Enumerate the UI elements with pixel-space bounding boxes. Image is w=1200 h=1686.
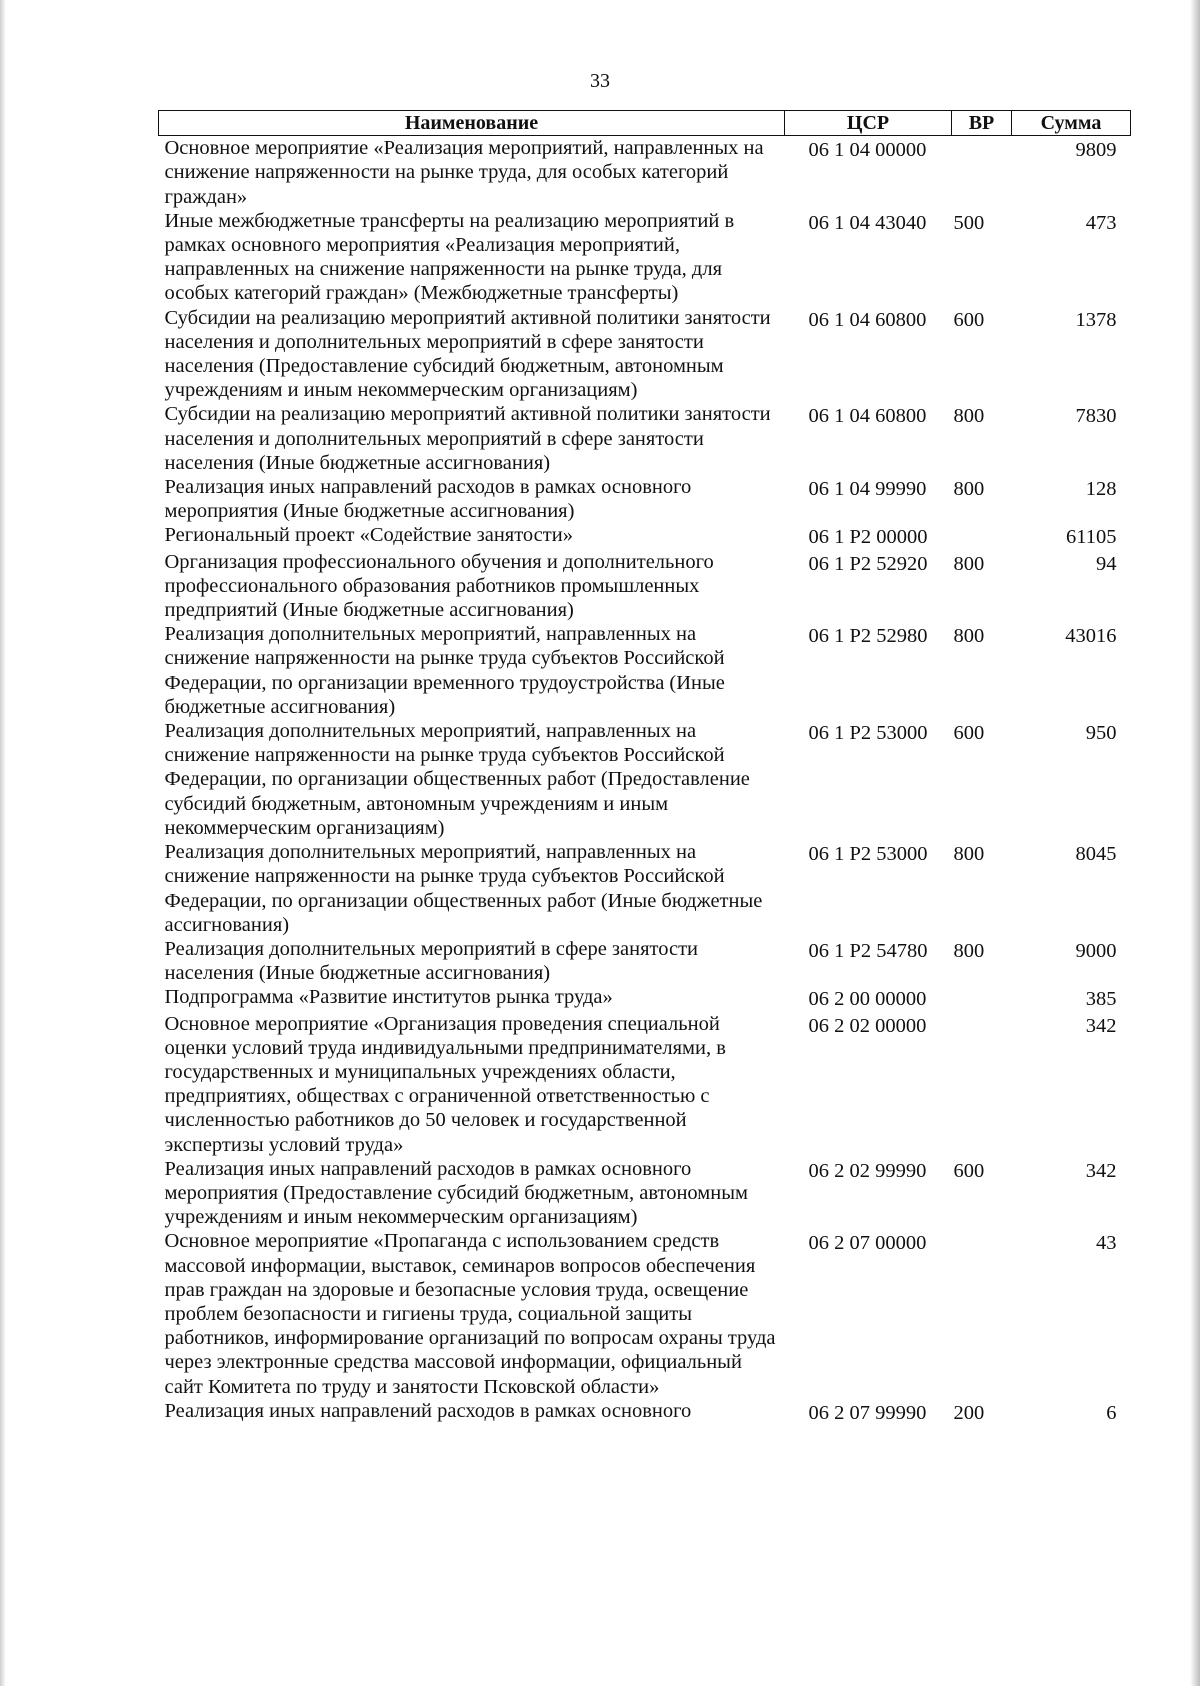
cell-csr: 06 2 02 99990 (808, 1159, 927, 1182)
header-csr: ЦСР (785, 111, 952, 136)
cell-vr (952, 136, 1012, 209)
cell-name: Региональный проект «Содействие занятости» (164, 524, 573, 547)
cell-csr: 06 1 04 43040 (808, 211, 927, 234)
cell-csr: 06 2 07 00000 (808, 1232, 927, 1255)
cell-sum: 8045 (1075, 843, 1117, 866)
table-body (159, 136, 1131, 1425)
cell-csr: 06 1 P2 52980 (808, 625, 928, 648)
page-number: 33 (590, 70, 610, 92)
cell-vr: 800 (953, 625, 985, 648)
cell-csr: 06 1 P2 52920 (808, 552, 928, 575)
cell-name: Основное мероприятие «Организация проведения специальной оценки условий труда индивидуальными предпринимателями, в государственных и муниципальных учреждениях области, предприятиях, обществах с ограниченной ответственностью с численностью работников до 50 человек и государственной экспертизы условий труда» (164, 1012, 726, 1156)
header-vr: ВР (952, 111, 1012, 136)
cell-sum: 950 (1085, 722, 1117, 745)
table-row (159, 1157, 1131, 1230)
header-sum: Сумма (1012, 111, 1131, 136)
cell-vr: 800 (953, 939, 985, 962)
budget-table (158, 110, 1131, 1425)
cell-csr: 06 1 P2 00000 (808, 526, 928, 549)
cell-sum: 61105 (1066, 526, 1117, 549)
table-row (159, 840, 1131, 937)
table-row (159, 1229, 1131, 1398)
cell-vr: 800 (953, 478, 985, 501)
cell-vr: 800 (953, 843, 985, 866)
cell-sum: 94 (1096, 552, 1117, 575)
cell-name: Иные межбюджетные трансферты на реализацию мероприятий в рамках основного мероприятия «Реализация мероприятий, направленных на снижение напряженности на рынке труда, для особых категорий граждан» (Межбюджетные трансферты) (164, 209, 735, 305)
cell-name: Субсидии на реализацию мероприятий активной политики занятости населения и дополнительных мероприятий в сфере занятости населения (Предоставление субсидий бюджетным, автономным учреждениям и иным некоммерческим организациям) (164, 306, 771, 402)
cell-vr: 800 (953, 405, 985, 428)
cell-sum: 385 (1085, 988, 1117, 1011)
table-row (159, 1399, 1131, 1425)
table-row (159, 475, 1131, 523)
cell-sum: 342 (1085, 1159, 1117, 1182)
header-row (159, 111, 1131, 136)
cell-sum: 342 (1085, 1014, 1117, 1037)
table-row (159, 550, 1131, 623)
cell-name: Подпрограмма «Развитие институтов рынка труда» (164, 986, 613, 1009)
scan-edge-left (0, 0, 6, 1686)
cell-sum: 7830 (1075, 405, 1117, 428)
cell-sum: 9000 (1075, 939, 1117, 962)
cell-csr: 06 1 P2 53000 (808, 722, 928, 745)
cell-vr: 200 (953, 1401, 985, 1424)
cell-vr (952, 985, 1012, 1011)
cell-csr: 06 1 04 00000 (808, 139, 927, 162)
cell-csr: 06 1 04 99990 (808, 478, 927, 501)
cell-name: Основное мероприятие «Пропаганда с использованием средств массовой информации, выставок, семинаров вопросов обеспечения прав граждан на здоровые и безопасные условия труда, освещение проблем безопасности и гигиены труда, социальной защиты работников, информирование организаций по вопросам охраны труда через электронные средства массовой информации, официальный сайт Комитета по труду и занятости Псковской области» (164, 1230, 776, 1398)
cell-sum: 6 (1106, 1401, 1117, 1424)
cell-csr: 06 2 00 00000 (808, 988, 927, 1011)
table-row (159, 523, 1131, 549)
cell-name: Реализация иных направлений расходов в рамках основного (164, 1399, 692, 1422)
cell-name: Основное мероприятие «Реализация мероприятий, направленных на снижение напряженности на рынке труда, для особых категорий граждан» (164, 137, 764, 208)
cell-csr: 06 2 07 99990 (808, 1401, 927, 1424)
cell-csr: 06 1 04 60800 (808, 405, 927, 428)
cell-sum: 128 (1085, 478, 1117, 501)
cell-name: Субсидии на реализацию мероприятий активной политики занятости населения и дополнительных мероприятий в сфере занятости населения (Иные бюджетные ассигнования) (164, 403, 771, 474)
cell-sum: 43016 (1065, 625, 1117, 648)
table-row (159, 622, 1131, 719)
cell-name: Реализация дополнительных мероприятий, направленных на снижение напряженности на рынке труда субъектов Российской Федерации, по организации общественных работ (Иные бюджетные ассигнования) (164, 841, 763, 936)
cell-sum: 473 (1085, 211, 1117, 234)
header-name: Наименование (159, 111, 785, 136)
table-row (159, 402, 1131, 475)
cell-vr: 800 (953, 552, 985, 575)
cell-vr (952, 1012, 1012, 1157)
cell-name: Организация профессионального обучения и дополнительного профессионального образования работников промышленных предприятий (Иные бюджетные ассигнования) (164, 550, 714, 622)
table-row (159, 985, 1131, 1011)
cell-sum: 1378 (1075, 308, 1117, 331)
cell-vr: 600 (953, 308, 985, 331)
cell-vr (952, 523, 1012, 549)
cell-vr: 600 (953, 1159, 985, 1182)
cell-csr: 06 1 P2 54780 (808, 939, 928, 962)
table-row (159, 937, 1131, 985)
table-header (159, 111, 1131, 136)
cell-name: Реализация иных направлений расходов в рамках основного мероприятия (Предоставление субсидий бюджетным, автономным учреждениям и иным некоммерческим организациям) (164, 1157, 748, 1229)
cell-vr: 600 (953, 722, 985, 745)
table-row (159, 719, 1131, 840)
cell-name: Реализация дополнительных мероприятий, направленных на снижение напряженности на рынке труда субъектов Российской Федерации, по организации временного трудоустройства (Иные бюджетные ассигнования) (164, 623, 725, 718)
table-row (159, 306, 1131, 403)
cell-csr: 06 1 P2 53000 (808, 843, 928, 866)
cell-sum: 43 (1096, 1232, 1117, 1255)
cell-csr: 06 2 02 00000 (808, 1014, 927, 1037)
cell-vr: 500 (953, 211, 985, 234)
cell-name: Реализация иных направлений расходов в рамках основного мероприятия (Иные бюджетные ассигнования) (164, 476, 692, 523)
cell-csr: 06 1 04 60800 (808, 308, 927, 331)
table-row (159, 1012, 1131, 1157)
cell-sum: 9809 (1075, 139, 1117, 162)
cell-name: Реализация дополнительных мероприятий, направленных на снижение напряженности на рынке труда субъектов Российской Федерации, по организации общественных работ (Предоставление субсидий бюджетным, автономным учреждениям и иным некоммерческим организациям) (164, 720, 750, 839)
scan-edge-right (1190, 0, 1200, 1686)
cell-vr (952, 1229, 1012, 1398)
cell-name: Реализация дополнительных мероприятий в сфере занятости населения (Иные бюджетные ассигнования) (164, 937, 699, 985)
table-row (159, 136, 1131, 209)
table-row (159, 209, 1131, 306)
